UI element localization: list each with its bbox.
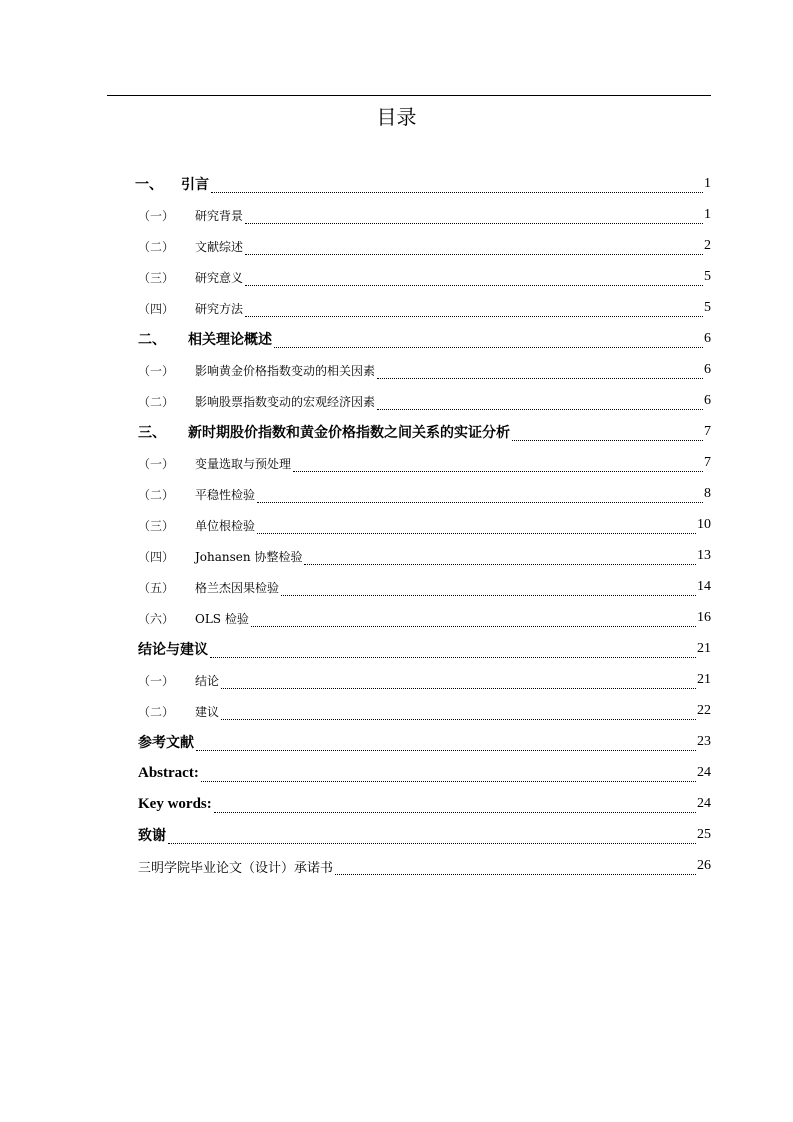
toc-entry-number: 一、: [135, 177, 163, 193]
toc-entry-number: （四）: [138, 301, 175, 316]
toc-entry-ols-test[interactable]: [138, 604, 711, 632]
dot-leader: [201, 769, 696, 782]
toc-entry-conclusion-suggestions[interactable]: [138, 635, 711, 663]
toc-entry-number: （六）: [138, 611, 175, 626]
toc-entry-label: 影响股票指数变动的宏观经济因素: [195, 394, 376, 409]
toc-entry-page: 24: [697, 765, 711, 780]
toc-entry-page: 23: [697, 734, 711, 749]
toc-entry-granger-test[interactable]: [138, 573, 711, 601]
toc-entry-page: 1: [704, 176, 711, 191]
toc-entry-label: 单位根检验: [195, 518, 256, 533]
dot-leader: [196, 738, 696, 751]
toc-entry-label: 研究背景: [195, 208, 244, 223]
toc-entry-number: （三）: [138, 270, 175, 285]
toc-entry-label: 结论与建议: [138, 642, 208, 658]
dot-leader: [221, 676, 696, 689]
toc-entry-label: 三明学院毕业论文（设计）承诺书: [138, 860, 334, 876]
toc-entry-label: Abstract:: [138, 764, 199, 781]
toc-entry-label: 新时期股价指数和黄金价格指数之间关系的实证分析: [188, 425, 510, 441]
toc-entry-empirical-analysis[interactable]: [138, 418, 711, 446]
dot-leader: [214, 800, 696, 813]
toc-entry-page: 1: [704, 207, 711, 222]
toc-entry-page: 14: [697, 579, 711, 594]
toc-entry-number: （二）: [138, 487, 175, 502]
toc-entry-number: （一）: [138, 208, 175, 223]
toc-entry-number: （三）: [138, 518, 175, 533]
toc-entry-page: 26: [697, 858, 711, 873]
toc-entry-intro[interactable]: [135, 170, 711, 198]
toc-entry-page: 8: [704, 486, 711, 501]
dot-leader: [281, 583, 696, 596]
dot-leader: [304, 552, 696, 565]
dot-leader: [211, 180, 703, 193]
toc-entry-page: 25: [697, 827, 711, 842]
toc-entry-research-background[interactable]: [138, 201, 711, 229]
page-title: 目录: [376, 105, 417, 129]
toc-entry-page: 21: [697, 672, 711, 687]
toc-entry-number: （二）: [138, 239, 175, 254]
dot-leader: [245, 211, 703, 224]
toc-entry-number: （二）: [138, 704, 175, 719]
toc-entry-variable-selection[interactable]: [138, 449, 711, 477]
toc-entry-number: （二）: [138, 394, 175, 409]
header-rule: [107, 95, 711, 96]
toc-entry-label: 文献综述: [195, 239, 244, 254]
toc-entry-label: 平稳性检验: [195, 487, 256, 502]
toc-entry-label: 格兰杰因果检验: [195, 580, 280, 595]
toc-entry-label: 建议: [195, 704, 220, 719]
toc-entry-label: 参考文献: [138, 735, 194, 751]
toc-entry-label: Key words:: [138, 795, 212, 812]
toc-entry-conclusion[interactable]: [138, 666, 711, 694]
toc-entry-research-method[interactable]: [138, 294, 711, 322]
toc-entry-label: OLS 检验: [195, 611, 249, 626]
toc-entry-page: 6: [704, 362, 711, 377]
toc-entry-label: 研究意义: [195, 270, 244, 285]
toc-entry-abstract[interactable]: [138, 759, 711, 787]
dot-leader: [251, 614, 696, 627]
toc-entry-acknowledgements[interactable]: [138, 821, 711, 849]
toc-entry-page: 5: [704, 269, 711, 284]
toc-entry-theory-overview[interactable]: [138, 325, 711, 353]
dot-leader: [512, 428, 703, 441]
dot-leader: [335, 862, 696, 875]
dot-leader: [257, 490, 703, 503]
toc-entry-page: 22: [697, 703, 711, 718]
toc-entry-page: 5: [704, 300, 711, 315]
toc-entry-page: 6: [704, 393, 711, 408]
toc-entry-stationarity-test[interactable]: [138, 480, 711, 508]
toc-entry-page: 7: [704, 424, 711, 439]
toc-entry-johansen-test[interactable]: [138, 542, 711, 570]
toc-entry-page: 7: [704, 455, 711, 470]
dot-leader: [293, 459, 703, 472]
toc-entry-page: 16: [697, 610, 711, 625]
dot-leader: [257, 521, 696, 534]
toc-entry-commitment-letter[interactable]: [138, 852, 711, 880]
toc-entry-literature-review[interactable]: [138, 232, 711, 260]
dot-leader: [210, 645, 696, 658]
toc-entry-suggestions[interactable]: [138, 697, 711, 725]
dot-leader: [245, 242, 703, 255]
toc-entry-page: 13: [697, 548, 711, 563]
dot-leader: [168, 831, 696, 844]
toc-entry-research-significance[interactable]: [138, 263, 711, 291]
dot-leader: [221, 707, 696, 720]
toc-entry-gold-factors[interactable]: [138, 356, 711, 384]
toc-entry-page: 21: [697, 641, 711, 656]
toc-entry-number: 三、: [138, 425, 166, 441]
toc-entry-page: 24: [697, 796, 711, 811]
toc-entry-label: 结论: [195, 673, 220, 688]
dot-leader: [274, 335, 703, 348]
toc-entry-label: Johansen 协整检验: [195, 549, 303, 564]
dot-leader: [245, 304, 703, 317]
toc-entry-page: 10: [697, 517, 711, 532]
toc-entry-label: 研究方法: [195, 301, 244, 316]
toc-entry-label: 引言: [181, 177, 209, 193]
dot-leader: [377, 397, 703, 410]
toc-entry-number: 二、: [138, 332, 166, 348]
toc-entry-unit-root-test[interactable]: [138, 511, 711, 539]
toc-entry-references[interactable]: [138, 728, 711, 756]
dot-leader: [377, 366, 703, 379]
toc-entry-number: （一）: [138, 673, 175, 688]
toc-entry-number: （一）: [138, 363, 175, 378]
toc-entry-key-words[interactable]: [138, 790, 711, 818]
toc-entry-label: 影响黄金价格指数变动的相关因素: [195, 363, 376, 378]
toc-entry-number: （四）: [138, 549, 175, 564]
toc-entry-label: 致谢: [138, 828, 166, 844]
toc-entry-stock-factors[interactable]: [138, 387, 711, 415]
toc-entry-number: （五）: [138, 580, 175, 595]
toc-entry-page: 6: [704, 331, 711, 346]
toc-entry-label: 相关理论概述: [188, 332, 272, 348]
toc-entry-page: 2: [704, 238, 711, 253]
toc-entry-number: （一）: [138, 456, 175, 471]
dot-leader: [245, 273, 703, 286]
toc-entry-label: 变量选取与预处理: [195, 456, 292, 471]
